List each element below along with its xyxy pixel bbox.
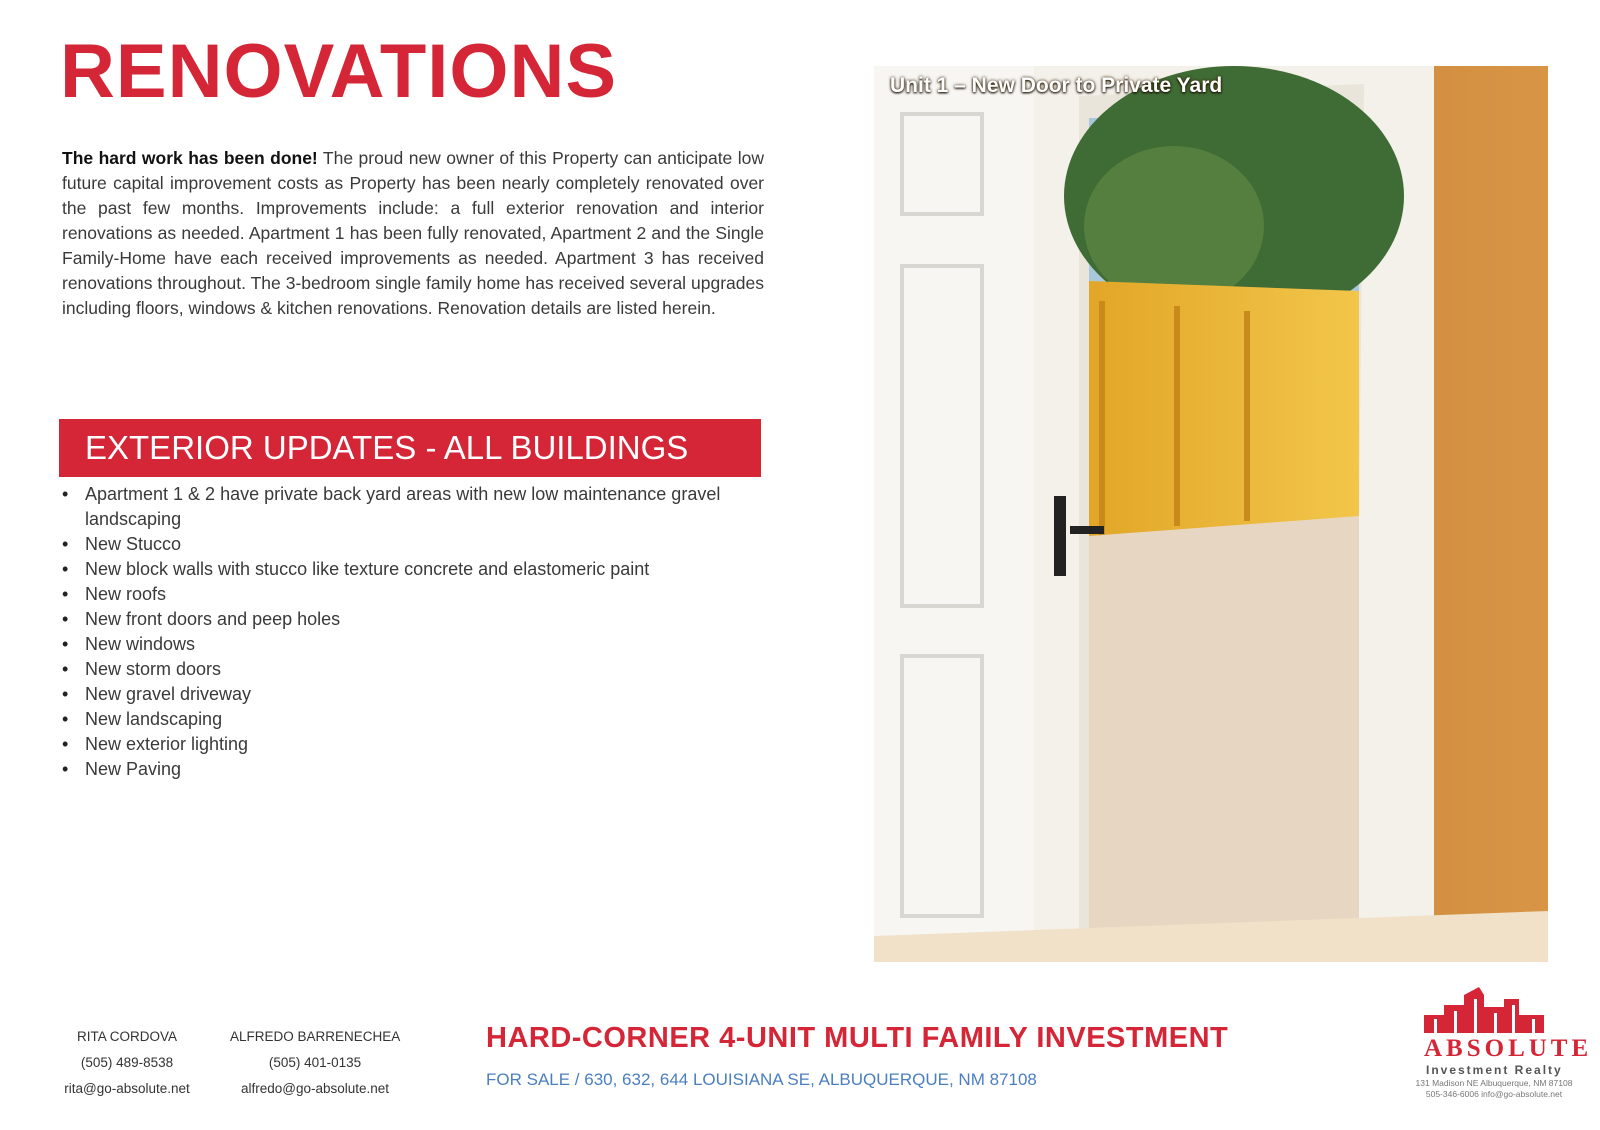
logo-subtitle: Investment Realty (1426, 1063, 1563, 1077)
list-item: • New landscaping (62, 707, 762, 732)
list-item: • New exterior lighting (62, 732, 762, 757)
contact-rita (62, 1024, 192, 1102)
list-item: • New windows (62, 632, 762, 657)
list-item: • New front doors and peep holes (62, 607, 762, 632)
list-item: • New Paving (62, 757, 762, 782)
contact-name: ALFREDO BARRENECHEA (230, 1029, 401, 1044)
photo-caption: Unit 1 – New Door to Private Yard (890, 74, 1223, 97)
logo-wordmark: ABSOLUTE (1424, 1035, 1593, 1062)
skyline-logo-icon (1394, 985, 1594, 1035)
exterior-updates-list (62, 482, 762, 782)
contact-email[interactable]: alfredo@go-absolute.net (240, 1081, 390, 1096)
list-item: • New Stucco (62, 532, 762, 557)
contact-phone: (505) 489-8538 (80, 1055, 174, 1070)
intro-paragraph (62, 146, 764, 321)
logo-address-line: 131 Madison NE Albuquerque, NM 87108 (1415, 1078, 1573, 1088)
contact-phone: (505) 401-0135 (268, 1055, 362, 1070)
door-photo-illustration (874, 66, 1548, 962)
logo-address (1394, 1078, 1594, 1100)
intro-body: The proud new owner of this Property can anticipate low future capital improvement costs as Property has been nearly completely renovated over the past few months. Improvements include: a full exterior renovation and interior renovations as needed. Apartment 1 has been fully renovated, Apartment 2 and the Single Family-Home have each received improvements as needed. Apartment 3 has received renovations throughout. The 3-bedroom single family home has received several upgrades including floors, windows & kitchen renovations. Renovation details are listed herein. (62, 148, 764, 318)
list-item: • New block walls with stucco like texture concrete and elastomeric paint (62, 557, 762, 582)
page-title: RENOVATIONS (60, 29, 618, 114)
door-photo (874, 66, 1548, 962)
list-item: • New storm doors (62, 657, 762, 682)
contact-name: RITA CORDOVA (76, 1029, 177, 1044)
contact-alfredo (230, 1024, 400, 1102)
section-header-exterior-updates: EXTERIOR UPDATES - ALL BUILDINGS (59, 419, 761, 477)
intro-lead: The hard work has been done! (62, 148, 318, 168)
list-item: • New gravel driveway (62, 682, 762, 707)
list-item: • Apartment 1 & 2 have private back yard areas with new low maintenance gravel landscaping (62, 482, 762, 532)
contact-email[interactable]: rita@go-absolute.net (64, 1081, 190, 1096)
footer-tagline: HARD-CORNER 4-UNIT MULTI FAMILY INVESTMENT (486, 1022, 1229, 1054)
company-logo (1394, 985, 1594, 1100)
logo-contact-line: 505-346-6006 info@go-absolute.net (1425, 1089, 1563, 1099)
list-item: • New roofs (62, 582, 762, 607)
footer-address: FOR SALE / 630, 632, 644 LOUISIANA SE, ALBUQUERQUE, NM 87108 (486, 1070, 1037, 1089)
